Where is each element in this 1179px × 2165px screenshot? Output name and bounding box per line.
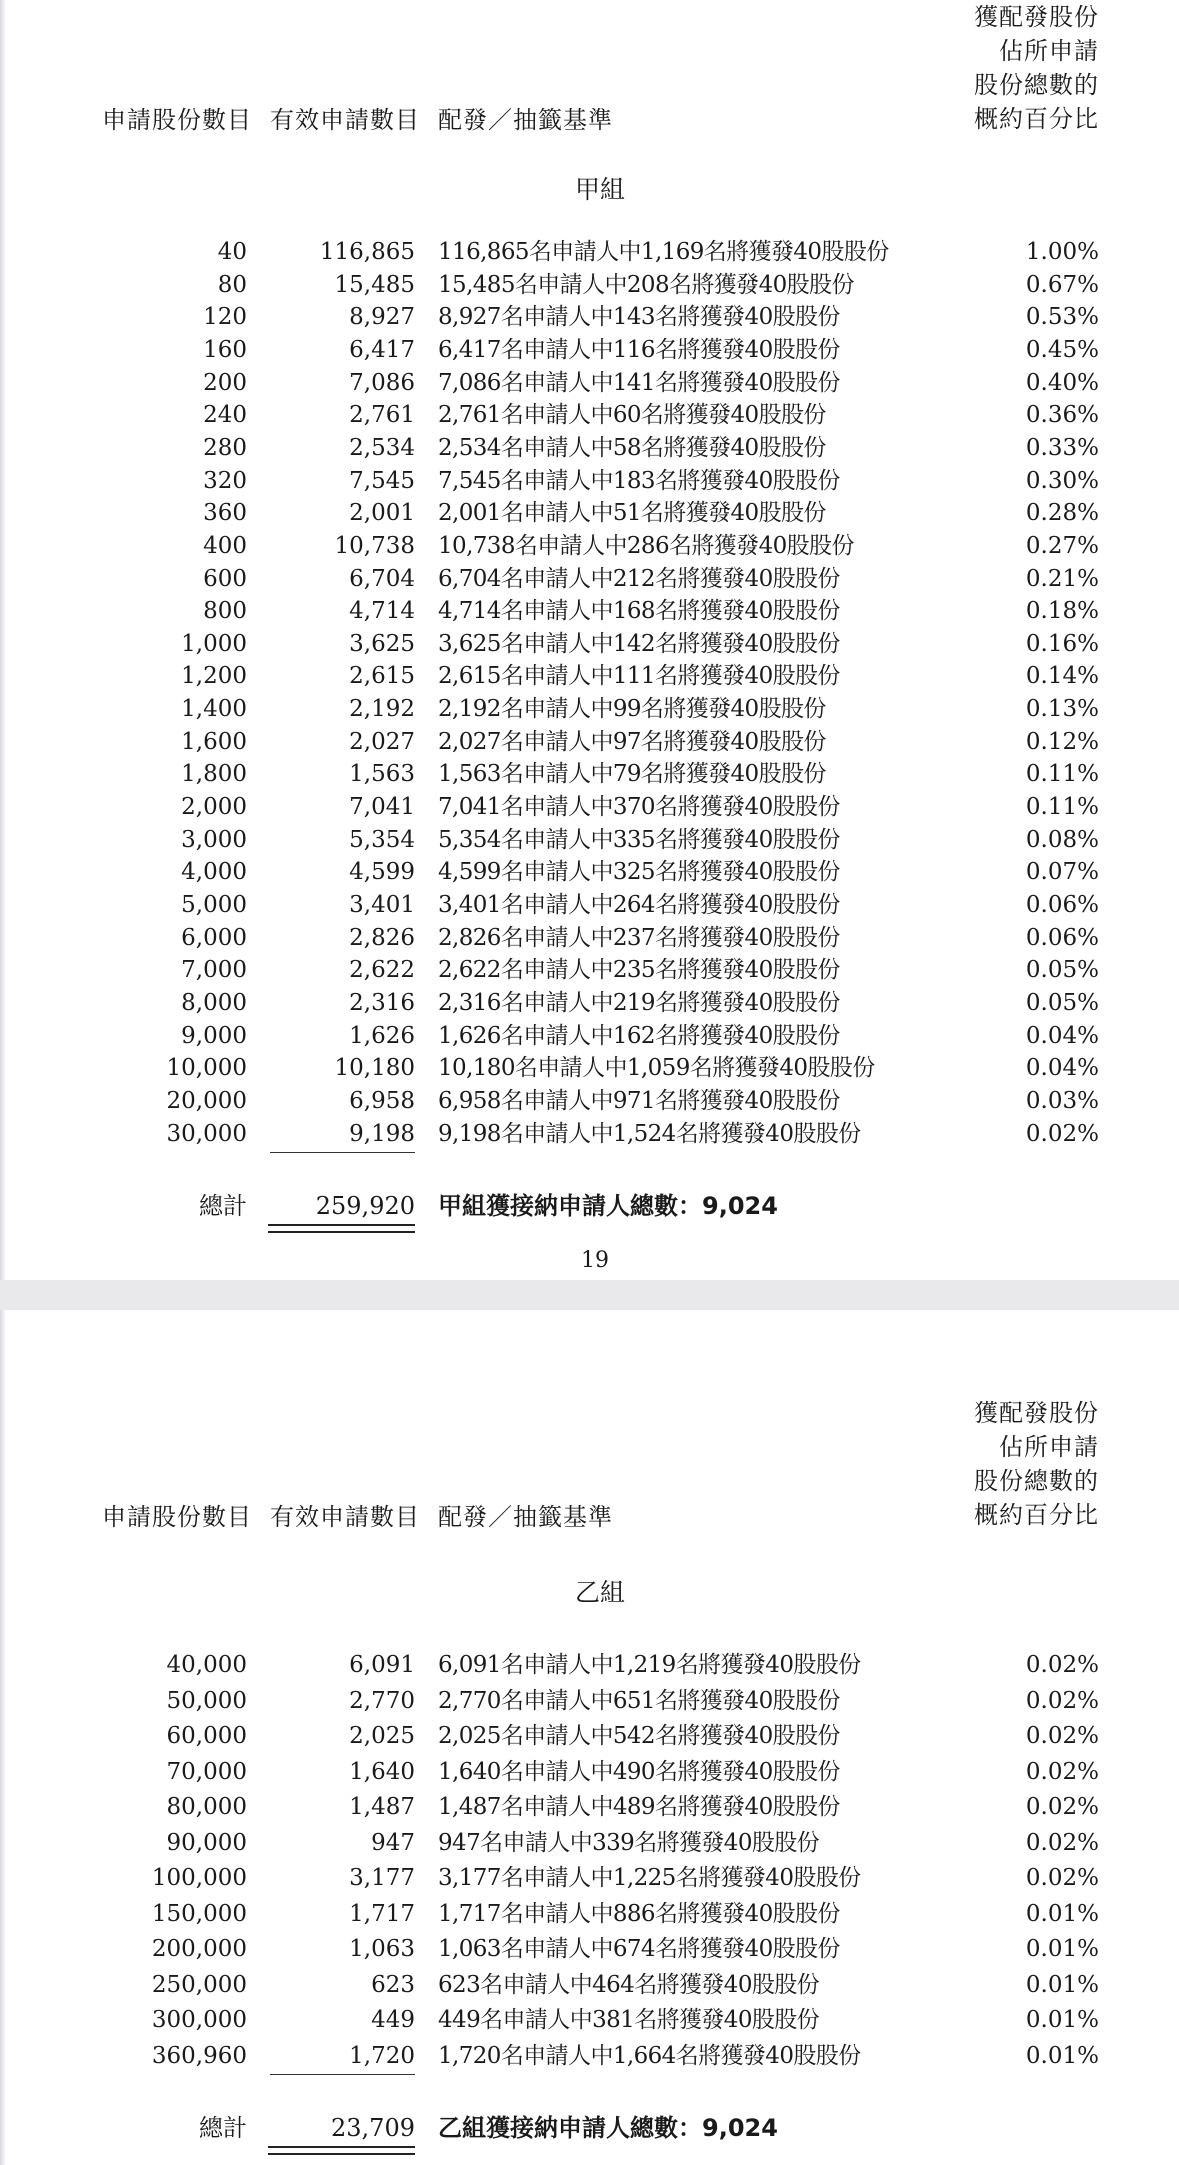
percentage-cell: 0.02% [1025, 1687, 1099, 1714]
shares-applied-cell: 360,960 [151, 2042, 247, 2069]
valid-applications-cell: 623 [371, 1971, 415, 1998]
table-row [0, 1085, 1179, 1118]
table-row [0, 1756, 1179, 1789]
valid-applications-cell: 3,177 [349, 1865, 415, 1891]
shares-applied-cell: 4,000 [181, 859, 247, 886]
allocation-basis-cell: 1,063名申請人中674名將獲發40股股份 [438, 1936, 840, 1962]
valid-applications-cell: 6,704 [349, 565, 415, 592]
percentage-cell: 0.01% [1025, 2007, 1099, 2033]
valid-applications-cell: 10,180 [334, 1055, 415, 1082]
table-row [0, 1791, 1179, 1824]
shares-applied-cell: 40 [217, 239, 247, 265]
header-shares-applied: 申請股份數目 [102, 1503, 252, 1531]
valid-applications-cell: 7,545 [349, 467, 415, 494]
shares-applied-cell: 2,000 [181, 794, 247, 821]
percentage-cell: 0.04% [1025, 1055, 1099, 1082]
shares-applied-cell: 10,000 [166, 1055, 247, 1082]
shares-applied-cell: 20,000 [166, 1087, 247, 1114]
table-row [0, 889, 1179, 922]
table-row [0, 628, 1179, 661]
percentage-cell: 0.33% [1025, 434, 1099, 461]
subtotal-rule [270, 2074, 415, 2075]
allocation-basis-cell: 7,041名申請人中370名將獲發40股股份 [438, 794, 840, 821]
allocation-basis-cell: 15,485名申請人中208名將獲發40股股份 [438, 271, 854, 298]
percentage-cell: 0.01% [1025, 2042, 1099, 2069]
allocation-basis-cell: 6,958名申請人中971名將獲發40股股份 [438, 1087, 840, 1114]
valid-applications-cell: 2,001 [349, 500, 415, 527]
percentage-cell: 0.28% [1025, 500, 1099, 527]
allocation-basis-cell: 1,640名申請人中490名將獲發40股股份 [438, 1758, 840, 1785]
table-row [0, 1649, 1179, 1682]
total-applications: 259,920 [315, 1192, 415, 1220]
allocation-basis-cell: 2,027名申請人中97名將獲發40股股份 [438, 728, 826, 755]
shares-applied-cell: 8,000 [181, 989, 247, 1016]
allocation-basis-cell: 4,714名申請人中168名將獲發40股股份 [438, 598, 840, 625]
percentage-cell: 0.02% [1025, 1865, 1099, 1891]
group-b-total-row [0, 2111, 1179, 2151]
table-row [0, 399, 1179, 432]
table-row [0, 367, 1179, 400]
valid-applications-cell: 10,738 [334, 532, 415, 559]
percentage-cell: 0.27% [1025, 532, 1099, 559]
shares-applied-cell: 60,000 [166, 1723, 247, 1749]
shares-applied-cell: 1,400 [181, 696, 247, 723]
shares-applied-cell: 280 [203, 434, 247, 461]
valid-applications-cell: 7,041 [349, 794, 415, 821]
percentage-cell: 0.02% [1025, 1120, 1099, 1147]
valid-applications-cell: 1,063 [349, 1936, 415, 1962]
valid-applications-cell: 2,770 [349, 1687, 415, 1714]
shares-applied-cell: 160 [203, 336, 247, 363]
percentage-cell: 1.00% [1025, 239, 1099, 265]
table-row [0, 1685, 1179, 1718]
allocation-basis-cell: 1,720名申請人中1,664名將獲發40股股份 [438, 2042, 861, 2069]
group-b-title: 乙組 [574, 1578, 625, 1607]
table-row [0, 2004, 1179, 2037]
document-page-2 [0, 1310, 1179, 2165]
table-row [0, 1020, 1179, 1053]
header-shares-applied: 申請股份數目 [102, 106, 252, 134]
header-basis: 配發／抽籤基準 [438, 1503, 613, 1531]
shares-applied-cell: 200 [203, 369, 247, 396]
shares-applied-cell: 1,600 [181, 728, 247, 755]
shares-applied-cell: 3,000 [181, 826, 247, 853]
allocation-basis-cell: 947名申請人中339名將獲發40股股份 [438, 1829, 820, 1856]
table-row [0, 922, 1179, 955]
table-row [0, 726, 1179, 759]
allocation-basis-cell: 7,545名申請人中183名將獲發40股股份 [438, 467, 840, 494]
table-row [0, 693, 1179, 726]
allocation-basis-cell: 6,417名申請人中116名將獲發40股股份 [438, 336, 840, 363]
shares-applied-cell: 200,000 [151, 1936, 247, 1962]
group-a-total-row [0, 1189, 1179, 1229]
total-label: 總計 [199, 1192, 247, 1220]
allocation-basis-cell: 2,001名申請人中51名將獲發40股股份 [438, 500, 826, 527]
table-row [0, 1933, 1179, 1966]
table-row [0, 595, 1179, 628]
valid-applications-cell: 2,615 [349, 663, 415, 690]
valid-applications-cell: 2,316 [349, 989, 415, 1016]
valid-applications-cell: 6,417 [349, 336, 415, 363]
total-applications: 23,709 [331, 2114, 415, 2142]
valid-applications-cell: 6,091 [349, 1652, 415, 1678]
total-double-rule [268, 2146, 415, 2155]
table-row [0, 824, 1179, 857]
allocation-basis-cell: 2,534名申請人中58名將獲發40股股份 [438, 434, 826, 461]
valid-applications-cell: 1,720 [349, 2042, 415, 2069]
total-double-rule [268, 1224, 415, 1233]
valid-applications-cell: 2,761 [349, 402, 415, 429]
shares-applied-cell: 5,000 [181, 892, 247, 918]
allocation-basis-cell: 2,025名申請人中542名將獲發40股股份 [438, 1723, 840, 1749]
allocation-basis-cell: 1,626名申請人中162名將獲發40股股份 [438, 1022, 840, 1049]
header-percentage: 獲配發股份 佔所申請 股份總數的 概約百分比 [974, 1399, 1099, 1529]
percentage-cell: 0.07% [1025, 859, 1099, 886]
allocation-basis-cell: 2,615名申請人中111名將獲發40股股份 [438, 663, 840, 690]
percentage-cell: 0.53% [1025, 304, 1099, 331]
allocation-basis-cell: 10,738名申請人中286名將獲發40股股份 [438, 532, 854, 559]
shares-applied-cell: 150,000 [151, 1900, 247, 1927]
percentage-cell: 0.16% [1025, 630, 1099, 657]
shares-applied-cell: 50,000 [166, 1687, 247, 1714]
percentage-cell: 0.18% [1025, 598, 1099, 625]
allocation-basis-cell: 9,198名申請人中1,524名將獲發40股股份 [438, 1120, 861, 1147]
shares-applied-cell: 30,000 [166, 1120, 247, 1147]
percentage-cell: 0.03% [1025, 1087, 1099, 1114]
table-row [0, 2040, 1179, 2073]
valid-applications-cell: 3,625 [349, 630, 415, 657]
header-basis: 配發／抽籤基準 [438, 106, 613, 134]
allocation-basis-cell: 2,622名申請人中235名將獲發40股股份 [438, 957, 840, 984]
allocation-basis-cell: 1,563名申請人中79名將獲發40股股份 [438, 761, 826, 788]
group-a-title: 甲組 [574, 175, 625, 204]
valid-applications-cell: 2,826 [349, 924, 415, 951]
allocation-basis-cell: 623名申請人中464名將獲發40股股份 [438, 1971, 820, 1998]
shares-applied-cell: 120 [203, 304, 247, 331]
allocation-basis-cell: 116,865名申請人中1,169名將獲發40股股份 [438, 239, 889, 265]
valid-applications-cell: 2,027 [349, 728, 415, 755]
percentage-cell: 0.21% [1025, 565, 1099, 592]
percentage-cell: 0.01% [1025, 1971, 1099, 1998]
total-successful-applicants: 甲組獲接納申請人總數：9,024 [438, 1192, 778, 1220]
valid-applications-cell: 9,198 [349, 1120, 415, 1147]
percentage-cell: 0.67% [1025, 271, 1099, 298]
shares-applied-cell: 1,000 [181, 630, 247, 657]
table-row [0, 660, 1179, 693]
shares-applied-cell: 360 [203, 500, 247, 527]
allocation-basis-cell: 8,927名申請人中143名將獲發40股股份 [438, 304, 840, 331]
percentage-cell: 0.11% [1025, 794, 1099, 821]
allocation-basis-cell: 2,316名申請人中219名將獲發40股股份 [438, 989, 840, 1016]
allocation-basis-cell: 10,180名申請人中1,059名將獲發40股股份 [438, 1055, 875, 1082]
total-label: 總計 [199, 2114, 247, 2142]
percentage-cell: 0.04% [1025, 1022, 1099, 1049]
valid-applications-cell: 1,717 [349, 1900, 415, 1927]
shares-applied-cell: 9,000 [181, 1022, 247, 1049]
shares-applied-cell: 80,000 [166, 1794, 247, 1820]
shares-applied-cell: 80 [217, 271, 247, 298]
header-valid-applications: 有效申請數目 [270, 1503, 420, 1531]
allocation-basis-cell: 2,770名申請人中651名將獲發40股股份 [438, 1687, 840, 1714]
table-row [0, 301, 1179, 334]
percentage-cell: 0.13% [1025, 696, 1099, 723]
percentage-cell: 0.06% [1025, 924, 1099, 951]
valid-applications-cell: 4,599 [349, 859, 415, 886]
valid-applications-cell: 2,025 [349, 1723, 415, 1749]
table-row [0, 497, 1179, 530]
valid-applications-cell: 7,086 [349, 369, 415, 396]
table-row [0, 334, 1179, 367]
table-row [0, 791, 1179, 824]
allocation-basis-cell: 3,625名申請人中142名將獲發40股股份 [438, 630, 840, 657]
table-row [0, 987, 1179, 1020]
shares-applied-cell: 1,200 [181, 663, 247, 690]
allocation-basis-cell: 3,401名申請人中264名將獲發40股股份 [438, 892, 840, 918]
allocation-basis-cell: 2,826名申請人中237名將獲發40股股份 [438, 924, 840, 951]
shares-applied-cell: 40,000 [166, 1652, 247, 1678]
table-row [0, 1720, 1179, 1753]
header-valid-applications: 有效申請數目 [270, 106, 420, 134]
valid-applications-cell: 947 [371, 1829, 415, 1856]
table-row [0, 432, 1179, 465]
shares-applied-cell: 320 [203, 467, 247, 494]
table-row [0, 1118, 1179, 1151]
percentage-cell: 0.08% [1025, 826, 1099, 853]
allocation-basis-cell: 1,717名申請人中886名將獲發40股股份 [438, 1900, 840, 1927]
table-row [0, 1862, 1179, 1895]
percentage-cell: 0.11% [1025, 761, 1099, 788]
page-number: 19 [581, 1248, 609, 1273]
percentage-cell: 0.14% [1025, 663, 1099, 690]
valid-applications-cell: 8,927 [349, 304, 415, 331]
valid-applications-cell: 2,534 [349, 434, 415, 461]
percentage-cell: 0.01% [1025, 1936, 1099, 1962]
table-row [0, 954, 1179, 987]
shares-applied-cell: 7,000 [181, 957, 247, 984]
percentage-cell: 0.05% [1025, 989, 1099, 1016]
percentage-cell: 0.40% [1025, 369, 1099, 396]
valid-applications-cell: 4,714 [349, 598, 415, 625]
header-percentage: 獲配發股份 佔所申請 股份總數的 概約百分比 [974, 3, 1099, 133]
allocation-basis-cell: 2,192名申請人中99名將獲發40股股份 [438, 696, 826, 723]
table-row [0, 236, 1179, 269]
valid-applications-cell: 15,485 [334, 271, 415, 298]
percentage-cell: 0.02% [1025, 1794, 1099, 1820]
shares-applied-cell: 400 [203, 532, 247, 559]
percentage-cell: 0.02% [1025, 1652, 1099, 1678]
shares-applied-cell: 300,000 [151, 2007, 247, 2033]
percentage-cell: 0.02% [1025, 1758, 1099, 1785]
allocation-basis-cell: 449名申請人中381名將獲發40股股份 [438, 2007, 820, 2033]
valid-applications-cell: 2,622 [349, 957, 415, 984]
valid-applications-cell: 1,487 [349, 1794, 415, 1820]
percentage-cell: 0.05% [1025, 957, 1099, 984]
total-successful-applicants: 乙組獲接納申請人總數：9,024 [438, 2114, 778, 2142]
table-row [0, 530, 1179, 563]
shares-applied-cell: 800 [203, 598, 247, 625]
table-row [0, 1969, 1179, 2002]
percentage-cell: 0.12% [1025, 728, 1099, 755]
valid-applications-cell: 1,563 [349, 761, 415, 788]
table-row [0, 269, 1179, 302]
allocation-basis-cell: 7,086名申請人中141名將獲發40股股份 [438, 369, 840, 396]
valid-applications-cell: 2,192 [349, 696, 415, 723]
shares-applied-cell: 240 [203, 402, 247, 429]
valid-applications-cell: 6,958 [349, 1087, 415, 1114]
allocation-basis-cell: 3,177名申請人中1,225名將獲發40股股份 [438, 1865, 861, 1891]
table-row [0, 758, 1179, 791]
shares-applied-cell: 1,800 [181, 761, 247, 788]
table-row [0, 563, 1179, 596]
valid-applications-cell: 1,626 [349, 1022, 415, 1049]
valid-applications-cell: 116,865 [319, 239, 415, 265]
valid-applications-cell: 5,354 [349, 826, 415, 853]
allocation-basis-cell: 4,599名申請人中325名將獲發40股股份 [438, 859, 840, 886]
allocation-basis-cell: 1,487名申請人中489名將獲發40股股份 [438, 1794, 840, 1820]
percentage-cell: 0.45% [1025, 336, 1099, 363]
shares-applied-cell: 70,000 [166, 1758, 247, 1785]
table-row [0, 856, 1179, 889]
allocation-basis-cell: 6,704名申請人中212名將獲發40股股份 [438, 565, 840, 592]
table-row [0, 1827, 1179, 1860]
shares-applied-cell: 90,000 [166, 1829, 247, 1856]
percentage-cell: 0.36% [1025, 402, 1099, 429]
valid-applications-cell: 3,401 [349, 892, 415, 918]
percentage-cell: 0.02% [1025, 1829, 1099, 1856]
shares-applied-cell: 250,000 [151, 1971, 247, 1998]
percentage-cell: 0.30% [1025, 467, 1099, 494]
subtotal-rule [270, 1152, 415, 1153]
percentage-cell: 0.01% [1025, 1900, 1099, 1927]
table-row [0, 465, 1179, 498]
table-row [0, 1898, 1179, 1931]
allocation-basis-cell: 6,091名申請人中1,219名將獲發40股股份 [438, 1652, 861, 1678]
valid-applications-cell: 1,640 [349, 1758, 415, 1785]
shares-applied-cell: 100,000 [151, 1865, 247, 1891]
table-row [0, 1052, 1179, 1085]
shares-applied-cell: 6,000 [181, 924, 247, 951]
valid-applications-cell: 449 [371, 2007, 415, 2033]
shares-applied-cell: 600 [203, 565, 247, 592]
percentage-cell: 0.02% [1025, 1723, 1099, 1749]
allocation-basis-cell: 5,354名申請人中335名將獲發40股股份 [438, 826, 840, 853]
percentage-cell: 0.06% [1025, 892, 1099, 918]
allocation-basis-cell: 2,761名申請人中60名將獲發40股股份 [438, 402, 826, 429]
